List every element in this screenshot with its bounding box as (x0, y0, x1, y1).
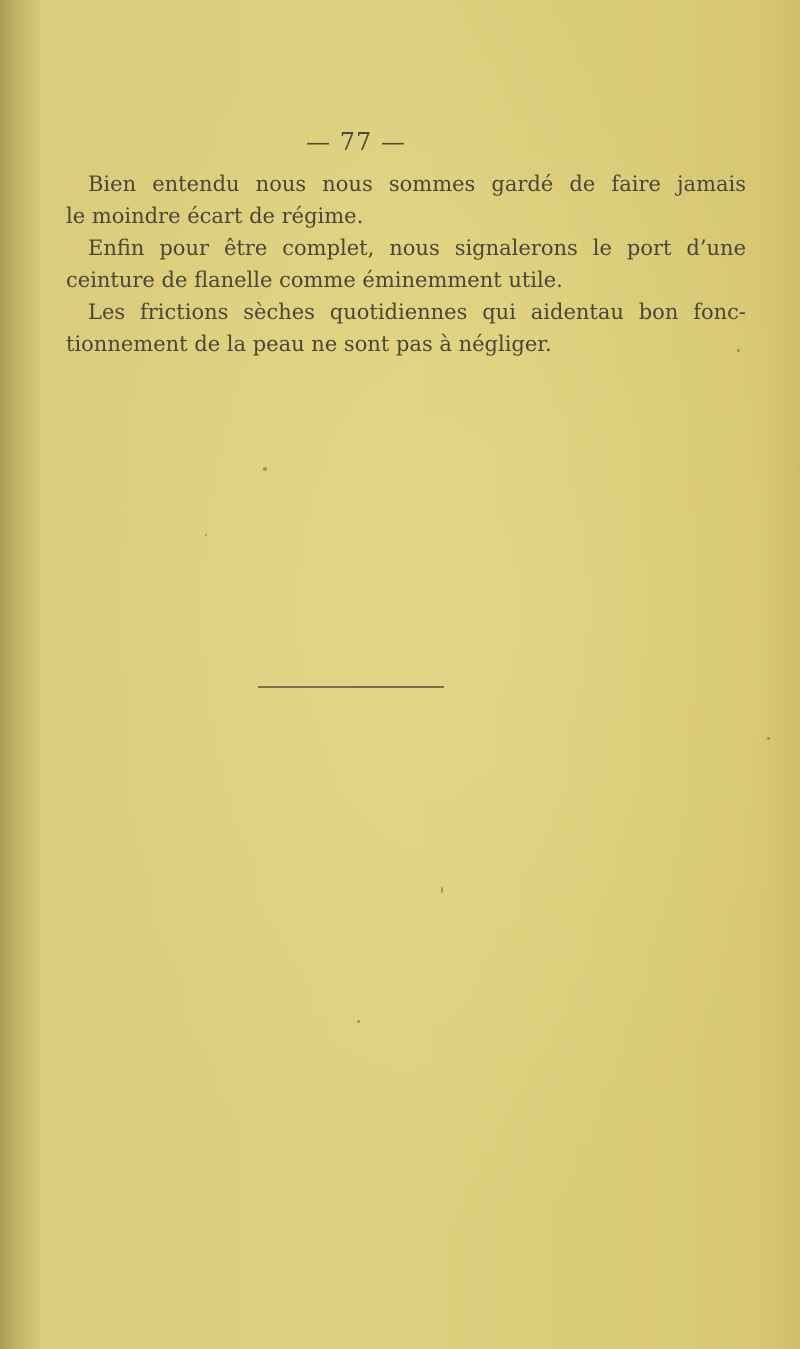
text-line: Enfin pour être complet, nous signalerons le port d’une (88, 236, 746, 260)
page-edge-stain (0, 0, 40, 1349)
body-text (66, 168, 746, 360)
paper-speck (441, 887, 443, 893)
paper-speck (357, 1020, 360, 1023)
text-line: Les frictions sèches quotidiennes qui aidentau bon fonc- (88, 300, 746, 324)
paper-speck (737, 349, 740, 352)
text-line: Bien entendu nous nous sommes gardé de faire jamais (88, 172, 746, 196)
paper-speck (263, 467, 267, 471)
section-divider (258, 686, 444, 688)
text-line: tionnement de la peau ne sont pas à négliger. (66, 332, 552, 356)
text-line: ceinture de flanelle comme éminemment utile. (66, 268, 563, 292)
paper-speck (767, 737, 770, 740)
page-number: — 77 — (306, 128, 406, 156)
paper-speck (205, 534, 207, 536)
text-line: le moindre écart de régime. (66, 204, 364, 228)
